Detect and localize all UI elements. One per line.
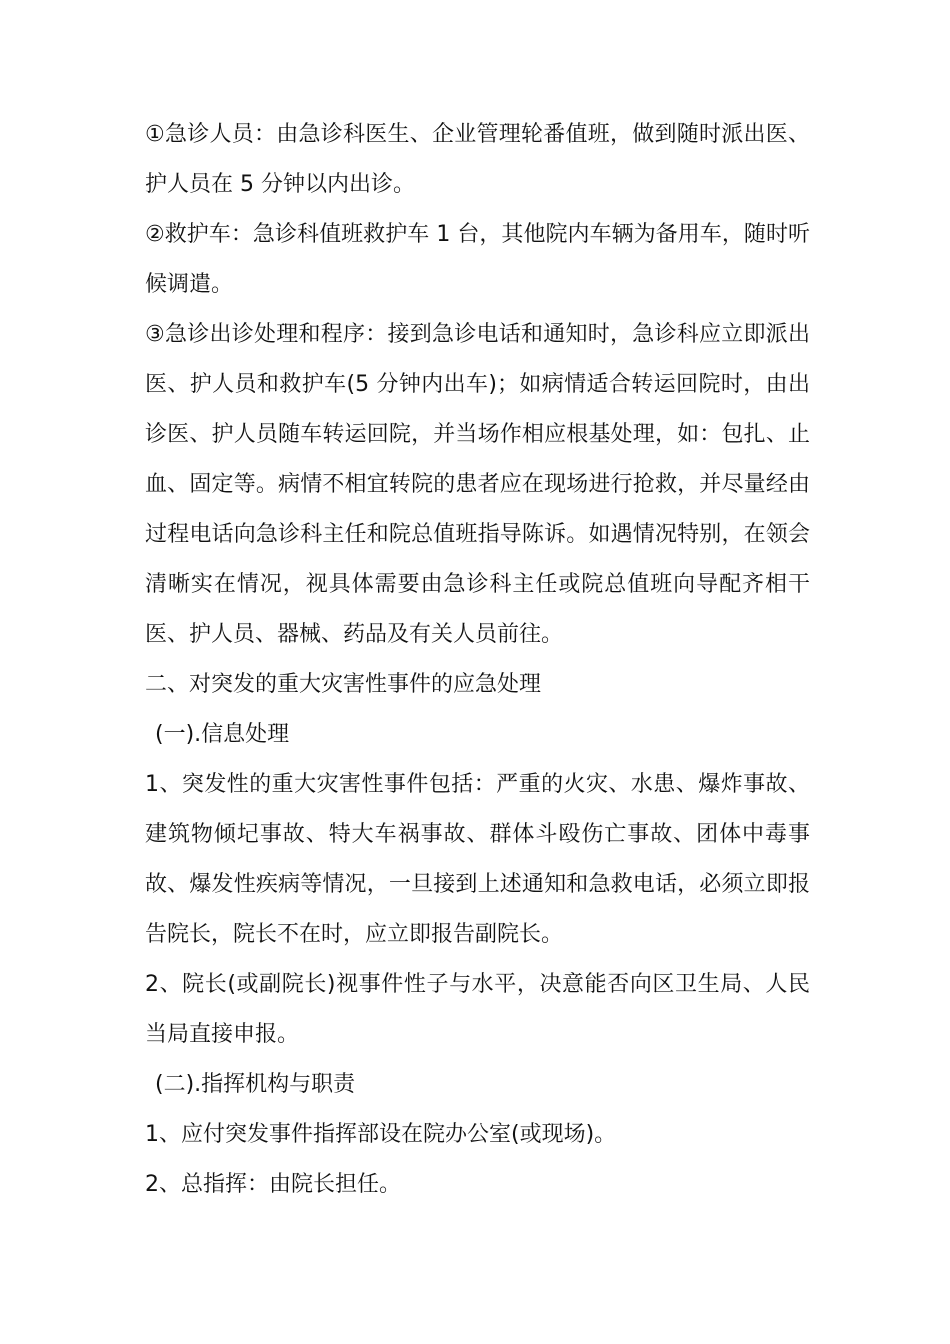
paragraph-commander: 2、总指挥：由院长担任。 <box>145 1172 401 1197</box>
section-heading-disaster-response: 二、对突发的重大灾害性事件的应急处理 <box>145 672 542 697</box>
paragraph-dispatch-procedure: ③急诊出诊处理和程序：接到急诊电话和通知时，急诊科应立即派出医、护人员和救护车(5 分钟内出车)；如病情适合转运回院时，由出诊医、护人员随车转运回院，并当场作相应根基处理，如：包扎、止血、固定等。病情不相宜转院的患者应在现场进行抢救，并尽量经由过程电话向急诊科主任和院总值班指导陈诉。如遇情况特别，在领会清晰实在情况，视具体需要由急诊科主任或院总值班向导配齐相干医、护人员、器械、药品及有关人员前往。 <box>145 322 810 647</box>
subsection-heading-command-structure: (二).指挥机构与职责 <box>155 1072 356 1097</box>
paragraph-reporting-decision: 2、院长(或副院长)视事件性子与水平，决意能否向区卫生局、人民当局直接申报。 <box>145 972 810 1047</box>
paragraph-disaster-events: 1、突发性的重大灾害性事件包括：严重的火灾、水患、爆炸事故、建筑物倾圮事故、特大车祸事故、群体斗殴伤亡事故、团体中毒事故、爆发性疾病等情况，一旦接到上述通知和急救电话，必须立即报告院长，院长不在时，应立即报告副院长。 <box>145 772 810 947</box>
paragraph-emergency-staff: ①急诊人员：由急诊科医生、企业管理轮番值班，做到随时派出医、护人员在 5 分钟以内出诊。 <box>145 122 810 197</box>
document-body <box>145 110 810 1210</box>
paragraph-ambulance: ②救护车：急诊科值班救护车 1 台，其他院内车辆为备用车，随时听候调遣。 <box>145 222 810 297</box>
subsection-heading-information-handling: (一).信息处理 <box>155 722 290 747</box>
paragraph-command-location: 1、应付突发事件指挥部设在院办公室(或现场)。 <box>145 1122 617 1147</box>
